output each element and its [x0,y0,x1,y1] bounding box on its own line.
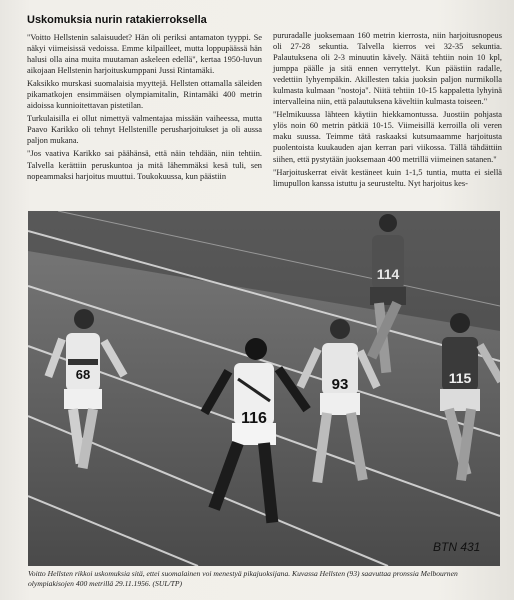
photo-caption: Voitto Hellsten rikkoi uskomuksia sitä, ettei suomalainen voi menestyä pikajuoksijana. Kuvassa Hellsten (93) saavuttaa pronssia Melbournen olympiakisojen 400 metrillä 29.11.1956. (SUL/TP) [28,569,458,588]
race-photo-illustration [28,211,500,566]
paragraph: Turkulaisilla ei ollut nimettyä valmentajaa missään vaiheessa, mutta Paavo Karikko oli tehnyt Hellstenille perusharjoitukset ja oli aussa paljon mukana. [27,114,262,146]
paragraph: "Voitto Hellstenin salaisuudet? Hän oli periksi antamaton tyyppi. Se näkyi viimeisissä vedoissa. Emme kilpailleet, mutta loppupäässä hän halusi olla aina muita muutaman askeleen edellä", kertaa 1950-luvun aikojaan Hellstenin harjoituskumppani Jussi Rintamäki. [27,33,262,76]
bib-number: 93 [331,376,349,393]
article-heading: Uskomuksia nurin ratakierroksella [27,14,207,26]
paragraph: pururadalle juoksemaan 160 metrin kierrosta, niin harjoitusnopeus oli 27-28 sekuntia. Talvella kierros vei 32-35 sekuntia. Palautuksena oli 2-3 minuutin kävely. Näitä tehtiin noin 10 kpl, jumppa päälle ja sitä ennen verryttelyt. Kun päästiin radalle, vedettiin lyhyempäkin. Akillesten takia juoksin paljon nurmikolla kulmasta kulmaan "nostoja". Niitä tehtiin 10-15 kappaletta lyhyinä intervalleina niin, että palautuksena käveltiin kulmasta toiseen." [273,31,502,107]
race-photo [28,211,500,566]
right-text-column [273,30,502,191]
bib-number: 68 [75,367,91,382]
paragraph: "Jos vaativa Karikko sai päähänsä, että näin tehdään, niin tehtiin. Talvella kerättiin peruskuntoa ja mitä lähemmäksi kesä tuli, sen nopeammaksi harjoitus muuttui. Toukokuussa, kun päästiin [27,149,262,181]
bib-number: 116 [241,410,267,427]
bib-number: 114 [376,266,400,282]
paragraph: Kaksikko murskasi suomalaisia myyttejä. Hellsten ottamalla säleiden pikamatkojen ensimmäisen olympiamitalin, Rintamäki 400 metrin aidoissa kunnioitettavan pistetilan. [27,79,262,111]
paragraph: "Helmikuussa lähteen käytiin hiekkamontussa. Juostiin pohjasta ylös noin 60 metrin pätkiä 10-15. Viimeisillä kerroilla oli veren maku suussa. Teimme tätä raskaaksi kutsumaamme harjoitusta puolentoista kuukauden ajan kerran pari viikossa. Tällä tähdättiin siihen, että pystytään juoksemaan 400 metrillä viimeinen satanen." [273,110,502,164]
left-text-column [27,14,262,184]
paragraph: "Harjoituskerrat eivät kestäneet kuin 1-1,5 tuntia, mutta ei siellä limupullon kanssa istuttu ja seurusteltu. Nyt harjoitus kes- [273,167,502,188]
archive-mark: BTN 431 [433,540,481,554]
bib-number: 115 [448,370,472,386]
